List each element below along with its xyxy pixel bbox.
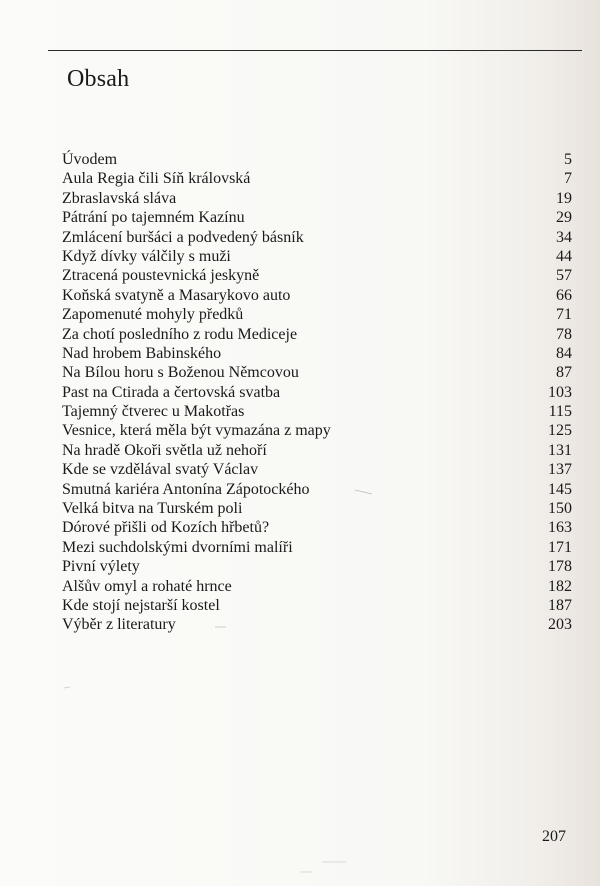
toc-entry-page: 34 [556,228,572,246]
toc-entry-title: Výběr z literatury [62,616,176,634]
toc-entry-page: 115 [548,403,572,421]
toc-entry-title: Koňská svatyně a Masarykovo auto [62,286,291,304]
toc-entry-title: Kde se vzdělával svatý Václav [62,461,259,479]
toc-entry-title: Na Bílou horu s Boženou Němcovou [62,364,299,382]
toc-entry-page: 187 [548,596,572,614]
toc-entry-title: Pátrání po tajemném Kazínu [62,209,245,227]
toc-entry-title: Zmlácení buršáci a podvedený básník [62,228,304,246]
toc-entry-page: 103 [548,383,572,401]
toc-entry-title: Vesnice, která měla být vymazána z mapy [62,422,331,440]
toc-entry-title: Alšův omyl a rohaté hrnce [62,577,232,595]
toc-entry-page: 178 [548,558,572,576]
toc-entry-title: Smutná kariéra Antonína Zápotockého [62,480,310,498]
toc-entry-title: Aula Regia čili Síň královská [62,170,251,188]
toc-entry-page: 84 [556,344,572,362]
toc-entry-page: 145 [548,480,572,498]
toc-entry-title: Velká bitva na Turském poli [62,500,243,518]
toc-entry-title: Ztracená poustevnická jeskyně [62,267,260,285]
toc-entry-title: Zapomenuté mohyly předků [62,306,244,324]
toc-entry-page: 150 [548,500,572,518]
toc-entry-page: 203 [548,616,572,634]
toc-entry-page: 182 [548,577,572,595]
toc-entry-page: 163 [548,519,572,537]
toc-entry-title: Za chotí posledního z rodu Mediceje [62,325,298,343]
toc-entry-page: 131 [548,441,572,459]
toc-entry-page: 78 [556,325,572,343]
toc-entry-page: 125 [548,422,572,440]
toc-entry-title: Na hradě Okoři světla už nehoří [62,441,267,459]
toc-entry-page: 7 [564,170,572,188]
toc-entry-title: Úvodem [62,151,118,168]
toc-entry-title: Kde stojí nejstarší kostel [62,596,220,614]
toc-entry-title: Zbraslavská sláva [62,189,177,207]
page-title: Obsah [67,66,130,92]
toc-entry-page: 57 [556,267,572,285]
toc-entry-title: Mezi suchdolskými dvorními malíři [62,538,293,556]
toc-entry-title: Nad hrobem Babinského [62,344,222,362]
toc-entry-title: Pivní výlety [62,558,140,576]
toc-entry-title: Dórové přišli od Kozích hřbetů? [62,519,270,537]
page-number: 207 [542,828,566,845]
toc-entry-page: 29 [556,209,572,227]
toc-entry-page: 87 [556,364,572,382]
toc-entry-title: Past na Ctirada a čertovská svatba [62,383,281,401]
toc-entry-page: 137 [548,461,572,479]
toc-entry-page: 71 [556,306,572,324]
toc-entry-title: Tajemný čtverec u Makotřas [62,403,245,421]
toc-entry-title: Když dívky válčily s muži [62,247,231,265]
toc-entry-page: 44 [556,247,572,265]
toc-entry-page: 171 [548,538,572,556]
toc-entry-page: 19 [556,189,572,207]
toc-entry-page: 66 [556,286,572,304]
toc-entry-page: 5 [564,151,572,168]
